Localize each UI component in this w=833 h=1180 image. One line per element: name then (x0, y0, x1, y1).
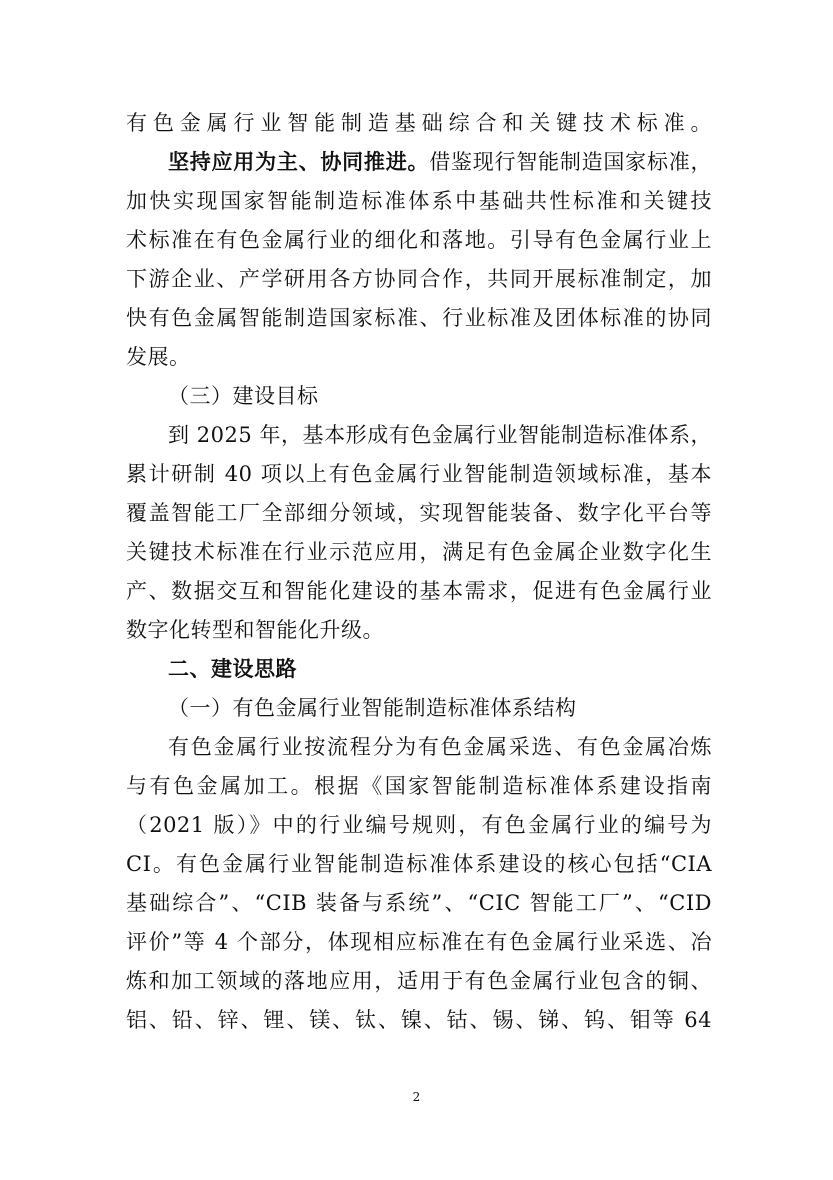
paragraph-line: 与有色金属加工。根据《国家智能制造标准体系建设指南 (126, 774, 712, 798)
paragraph-line: 发展。 (126, 345, 191, 369)
section-heading: （一）有色金属行业智能制造标准体系结构 (168, 696, 577, 720)
paragraph-line: 评价”等 4 个部分，体现相应标准在有色金属行业采选、冶 (126, 930, 712, 954)
paragraph-line: （2021 版）》中的行业编号规则，有色金属行业的编号为 (126, 813, 712, 837)
paragraph-line: 关键技术标准在行业示范应用，满足有色金属企业数字化生 (126, 540, 712, 564)
paragraph-line: 术标准在有色金属行业的细化和落地。引导有色金属行业上 (126, 228, 712, 252)
paragraph-line-text: 借鉴现行智能制造国家标准， (429, 150, 712, 174)
section-heading: （三）建设目标 (168, 384, 319, 408)
paragraph-line: 加快实现国家智能制造标准体系中基础共性标准和关键技 (126, 189, 712, 213)
paragraph-line: 累计研制 40 项以上有色金属行业智能制造领域标准，基本 (126, 462, 712, 486)
paragraph-line (126, 143, 712, 182)
chapter-heading: 二、建设思路 (168, 657, 297, 681)
document-body (126, 104, 712, 1040)
paragraph-line: 覆盖智能工厂全部细分领域，实现智能装备、数字化平台等 (126, 501, 712, 525)
paragraph-line: 产、数据交互和智能化建设的基本需求，促进有色金属行业 (126, 579, 712, 603)
paragraph-line: CI。有色金属行业智能制造标准体系建设的核心包括“CIA (126, 852, 712, 876)
page-number: 2 (412, 1090, 421, 1104)
paragraph-line: 快有色金属智能制造国家标准、行业标准及团体标准的协同 (126, 306, 712, 330)
bold-lead-text: 坚持应用为主、协同推进。 (168, 150, 430, 174)
paragraph-line: 铝、铅、锌、锂、镁、钛、镍、钴、锡、锑、钨、钼等 64 (126, 1008, 712, 1032)
paragraph-line: 炼和加工领域的落地应用，适用于有色金属行业包含的铜、 (126, 969, 712, 993)
paragraph-line: 有色金属行业智能制造基础综合和关键技术标准。 (126, 111, 712, 135)
paragraph-line: 数字化转型和智能化升级。 (126, 618, 384, 642)
paragraph-line: 基础综合”、“CIB 装备与系统”、“CIC 智能工厂”、“CID (126, 891, 712, 915)
paragraph-line: 到 2025 年，基本形成有色金属行业智能制造标准体系， (168, 423, 712, 447)
paragraph-line: 下游企业、产学研用各方协同合作，共同开展标准制定，加 (126, 267, 712, 291)
paragraph-line: 有色金属行业按流程分为有色金属采选、有色金属冶炼 (168, 735, 712, 759)
